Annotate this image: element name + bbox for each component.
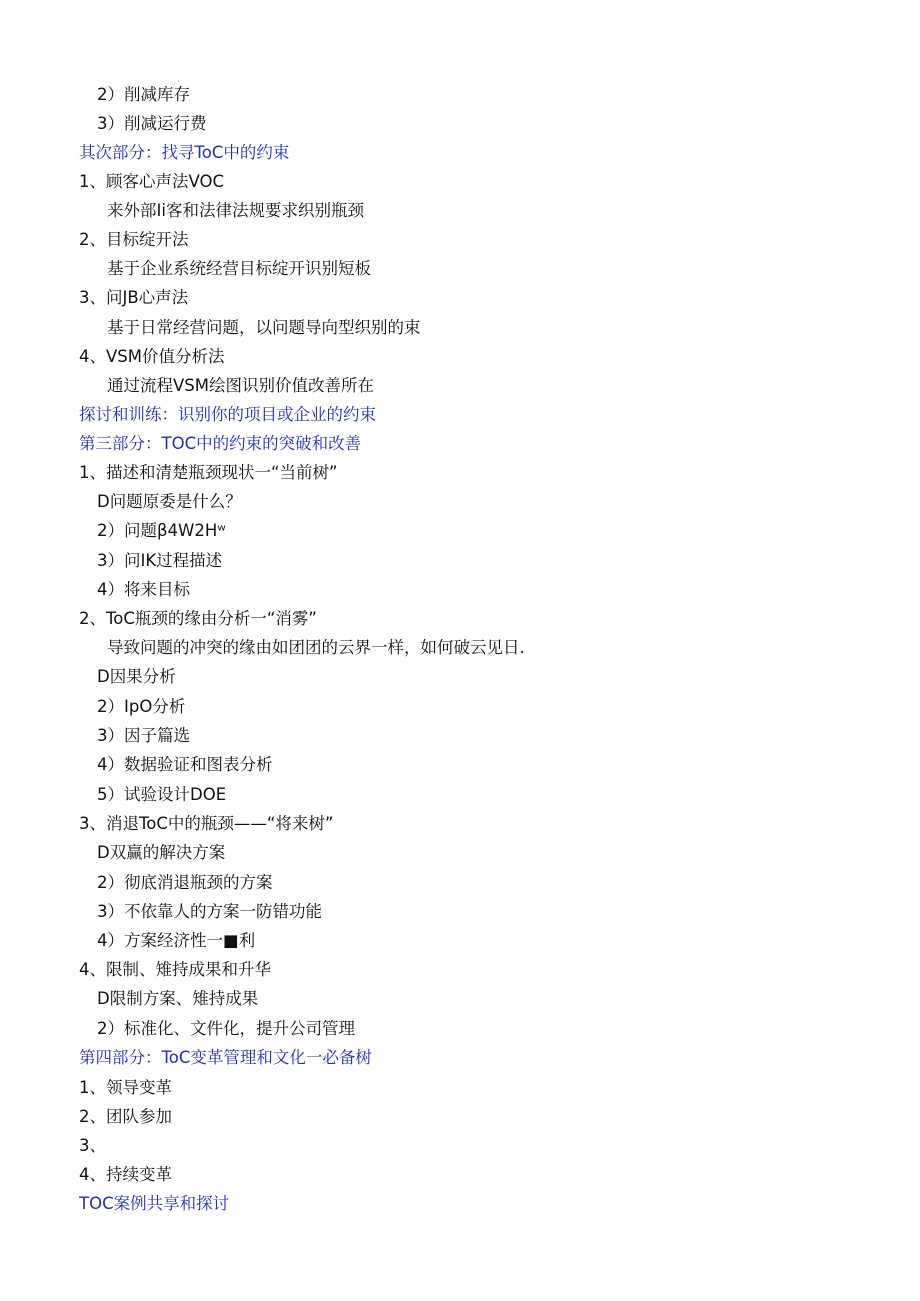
text-line-l9: 基于日常经营问题，以问题导向型织别的束 (107, 318, 421, 337)
text-line-l19: 2、ToC瓶颈的缘由分析一“消雾” (79, 609, 317, 628)
text-line-l6: 2、目标绽开法 (79, 230, 189, 249)
section-heading-l39: TOC案例共享和探讨 (79, 1194, 230, 1213)
section-heading-l12: 探讨和训练：识别你的项目或企业的约束 (79, 405, 376, 424)
text-line-l17: 3）问IK过程描述 (97, 551, 223, 570)
section-heading-l13: 第三部分：TOC中的约束的突破和改善 (79, 434, 362, 453)
text-line-l26: 3、消退ToC中的瓶颈——“将来树” (79, 814, 334, 833)
text-line-l31: 4、限制、雉持成果和升华 (79, 960, 271, 979)
text-line-l33: 2）标准化、文件化，提升公司管理 (97, 1019, 355, 1038)
text-line-l1: 2）削减库存 (97, 85, 190, 104)
text-line-l37: 3、 (79, 1136, 106, 1155)
text-line-l11: 通过流程VSM绘图识别价值改善所在 (107, 376, 374, 395)
text-line-l20: 导致问题的冲突的缘由如团团的云界一样，如何破云见日. (107, 638, 525, 657)
text-line-l29: 3）不依靠人的方案一防错功能 (97, 902, 322, 921)
text-line-l7: 基于企业系统经营目标绽开识别短板 (107, 259, 371, 278)
text-line-l22: 2）IpO分析 (97, 697, 186, 716)
text-line-l21: D因果分析 (97, 667, 176, 686)
text-line-l27: D双赢的解决方案 (97, 843, 226, 862)
text-line-l2: 3）削减运行费 (97, 114, 207, 133)
text-line-l23: 3）因子篇选 (97, 726, 190, 745)
text-line-l38: 4、持续变革 (79, 1165, 172, 1184)
text-line-l28: 2）彻底消退瓶颈的方案 (97, 873, 273, 892)
text-line-l32: D限制方案、雉持成果 (97, 989, 259, 1008)
text-line-l30: 4）方案经济性一■利 (97, 931, 256, 950)
text-line-l4: 1、顾客心声法VOC (79, 172, 225, 191)
text-line-l16: 2）问题β4W2Hʷ (97, 521, 226, 540)
text-line-l35: 1、领导变革 (79, 1078, 172, 1097)
text-line-l5: 来外部Ii客和法律法规要求织别瓶颈 (107, 201, 364, 220)
text-line-l10: 4、VSM价值分析法 (79, 347, 225, 366)
text-line-l15: D问题原委是什么？ (97, 492, 242, 511)
section-heading-l3: 其次部分：找寻ToC中的约束 (79, 143, 290, 162)
text-line-l18: 4）将来目标 (97, 580, 190, 599)
section-heading-l34: 第四部分：ToC变革管理和文化一必备树 (79, 1048, 372, 1067)
text-line-l25: 5）试验设计DOE (97, 785, 227, 804)
text-line-l24: 4）数据验证和图表分析 (97, 755, 273, 774)
text-line-l8: 3、问JB心声法 (79, 288, 189, 307)
text-line-l14: 1、描述和清楚瓶颈现状一“当前树” (79, 463, 338, 482)
text-line-l36: 2、团队参加 (79, 1107, 172, 1126)
